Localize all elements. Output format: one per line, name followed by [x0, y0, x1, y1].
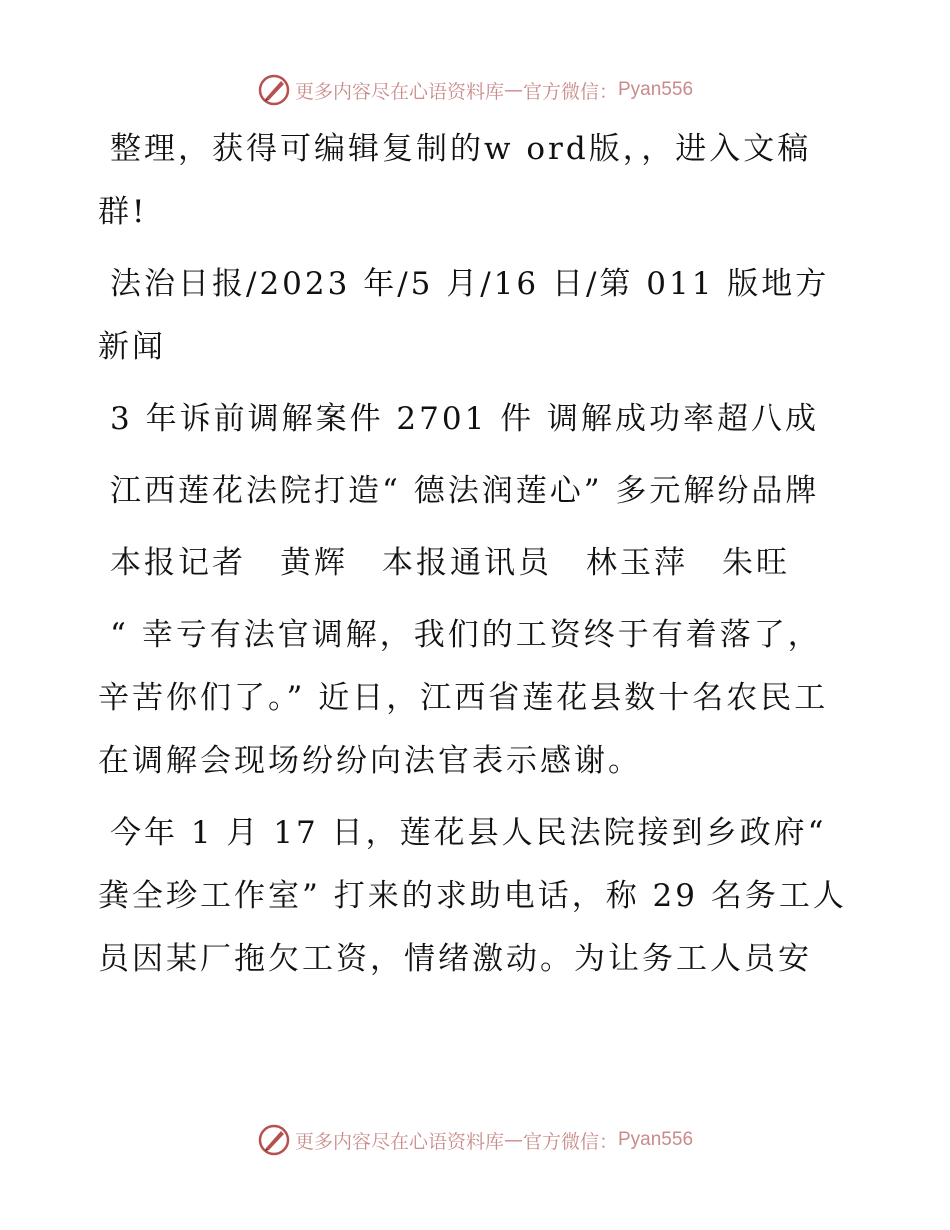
- intro-notice: 整理，获得可编辑复制的w ord版，，进入文稿群!: [98, 131, 812, 230]
- watermark-wechat-label: 官方微信：: [522, 1130, 618, 1153]
- watermark-separator: —: [503, 1129, 523, 1151]
- quill-seal-icon: [257, 73, 291, 107]
- watermark-header: [0, 70, 950, 110]
- watermark-wechat-id: Pyan556: [618, 79, 694, 100]
- source-line: 法治日报/2023 年/5 月/16 日/第 011 版地方新闻: [98, 266, 830, 365]
- watermark-brand-text: 更多内容尽在心语资料库: [294, 1130, 504, 1153]
- watermark-brand-text: 更多内容尽在心语资料库: [294, 80, 504, 103]
- watermark-wechat-id: Pyan556: [618, 1129, 694, 1150]
- subheadline: 江西莲花法院打造“ 德法润莲心” 多元解纷品牌: [110, 473, 820, 509]
- watermark-wechat-label: 官方微信：: [522, 80, 618, 103]
- watermark-footer: [0, 1120, 950, 1160]
- byline: 本报记者 黄辉 本报通讯员 林玉萍 朱旺: [110, 545, 790, 581]
- headline: 3 年诉前调解案件 2701 件 调解成功率超八成: [110, 401, 820, 437]
- document-body: [98, 118, 850, 1000]
- body-paragraph: 今年 1 月 17 日，莲花县人民法院接到乡政府“ 龚全珍工作室” 打来的求助电话，称 29 名务工人员因某厂拖欠工资，情绪激动。为让务工人员安: [98, 815, 847, 977]
- watermark-separator: —: [503, 79, 523, 101]
- body-paragraph: “ 幸亏有法官调解，我们的工资终于有着落了，辛苦你们了。” 近日，江西省莲花县数十名农民工在调解会现场纷纷向法官表示感谢。: [98, 617, 829, 779]
- quill-seal-icon: [257, 1123, 291, 1157]
